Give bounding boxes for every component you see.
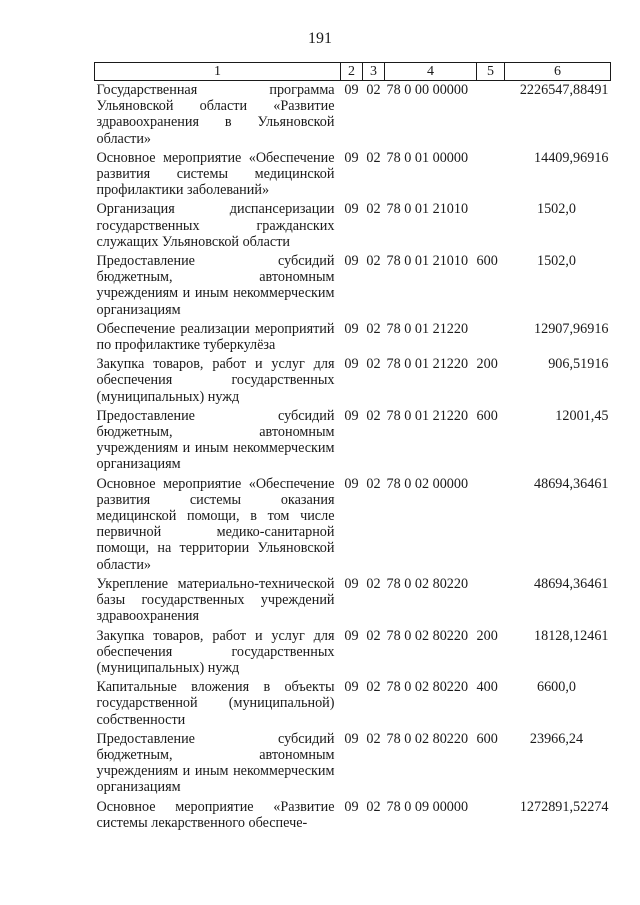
row-name: Организация диспансеризации государственных гражданских служащих Ульяновской области — [96, 201, 335, 250]
header-row — [95, 63, 611, 81]
header-col-1: 1 — [95, 63, 341, 81]
row-subsection: 02 — [366, 201, 381, 218]
row-expense-type — [477, 81, 505, 149]
row-amount: 1502,0 — [536, 201, 576, 218]
row-amount: 48694,36461 — [534, 575, 609, 592]
row-subsection: 02 — [366, 679, 381, 696]
row-name: Основное мероприятие «Обеспечение развития системы медицинской профилактики заболеваний» — [96, 149, 335, 199]
row-expense-type — [477, 200, 505, 252]
row-subsection: 02 — [366, 149, 381, 166]
row-section: 09 — [344, 149, 359, 166]
row-target-article: 78 0 09 00000 — [386, 798, 469, 815]
row-name: Предоставление субсидий бюджетным, автономным учреждениям и иным некоммерческим организациям — [96, 730, 335, 796]
row-section: 09 — [344, 253, 359, 270]
row-subsection: 02 — [366, 627, 381, 644]
row-target-article: 78 0 01 21220 — [386, 320, 469, 337]
row-section: 09 — [344, 798, 359, 815]
row-amount: 1272891,52274 — [519, 798, 609, 815]
row-name: Укрепление материально-технической базы государственных учреждений здравоохранения — [96, 575, 335, 625]
row-section: 09 — [344, 575, 359, 592]
row-amount: 906,51916 — [548, 356, 609, 373]
row-subsection: 02 — [366, 82, 381, 98]
table-row — [95, 678, 611, 730]
row-amount: 12001,45 — [555, 407, 609, 424]
row-amount: 6600,0 — [536, 679, 576, 696]
row-expense-type: 600 — [476, 730, 498, 747]
row-subsection: 02 — [366, 407, 381, 424]
row-name: Государственная программа Ульяновской области «Развитие здравоохранения в Ульяновской области» — [96, 82, 335, 147]
header-col-5: 5 — [477, 63, 505, 81]
row-section: 09 — [344, 475, 359, 492]
table-row — [95, 730, 611, 798]
table-row — [95, 627, 611, 679]
table-row — [95, 252, 611, 320]
row-section: 09 — [344, 320, 359, 337]
table-header — [95, 63, 611, 81]
row-subsection: 02 — [366, 798, 381, 815]
table-row — [95, 200, 611, 252]
row-expense-type — [477, 798, 505, 833]
row-expense-type — [477, 575, 505, 627]
row-subsection: 02 — [366, 575, 381, 592]
page-number: 191 — [308, 30, 332, 47]
table-row — [95, 81, 611, 149]
row-target-article: 78 0 01 21010 — [386, 201, 469, 218]
row-section: 09 — [344, 679, 359, 696]
row-amount: 48694,36461 — [534, 475, 609, 492]
row-expense-type: 400 — [476, 679, 498, 696]
header-col-6: 6 — [505, 63, 611, 81]
row-target-article: 78 0 02 80220 — [386, 627, 469, 644]
row-name: Основное мероприятие «Развитие системы лекарственного обеспече- — [96, 798, 335, 831]
row-amount: 12907,96916 — [534, 320, 609, 337]
table-body — [95, 81, 611, 833]
row-expense-type: 600 — [476, 407, 498, 424]
table-row — [95, 407, 611, 475]
row-section: 09 — [344, 627, 359, 644]
row-amount: 1502,0 — [536, 253, 576, 270]
header-col-3: 3 — [363, 63, 385, 81]
row-target-article: 78 0 02 80220 — [386, 575, 469, 592]
row-name: Закупка товаров, работ и услуг для обеспечения государственных (муниципальных) нужд — [96, 356, 335, 405]
budget-table — [94, 62, 611, 833]
row-subsection: 02 — [366, 475, 381, 492]
row-amount: 23966,24 — [529, 730, 584, 747]
table-row — [95, 149, 611, 201]
row-target-article: 78 0 01 21220 — [386, 407, 469, 424]
table-row — [95, 320, 611, 355]
row-expense-type: 200 — [476, 356, 498, 373]
row-target-article: 78 0 00 00000 — [386, 82, 469, 98]
row-name: Капитальные вложения в объекты государственной (муниципальной) собственности — [96, 679, 335, 728]
row-name: Обеспечение реализации мероприятий по профилактике туберкулёза — [96, 320, 335, 354]
row-subsection: 02 — [366, 320, 381, 337]
row-target-article: 78 0 02 80220 — [386, 730, 469, 747]
header-col-2: 2 — [341, 63, 363, 81]
row-target-article: 78 0 01 21010 — [386, 253, 469, 270]
row-expense-type — [477, 320, 505, 355]
row-amount: 18128,12461 — [534, 627, 609, 644]
row-section: 09 — [344, 201, 359, 218]
row-section: 09 — [344, 356, 359, 373]
row-target-article: 78 0 01 00000 — [386, 149, 469, 166]
row-expense-type: 200 — [476, 627, 498, 644]
table-row — [95, 355, 611, 407]
row-name: Основное мероприятие «Обеспечение развития системы оказания медицинской помощи, в том числе первичной медико-санитарной помощи, на территории Ульяновской области» — [96, 475, 335, 573]
table-row — [95, 475, 611, 575]
row-section: 09 — [344, 407, 359, 424]
row-expense-type — [477, 149, 505, 201]
row-name: Предоставление субсидий бюджетным, автономным учреждениям и иным некоммерческим организациям — [96, 253, 335, 318]
row-target-article: 78 0 01 21220 — [386, 356, 469, 373]
row-amount: 2226547,88491 — [519, 82, 609, 98]
row-expense-type — [477, 475, 505, 575]
row-section: 09 — [344, 82, 359, 98]
table-row — [95, 575, 611, 627]
row-name: Предоставление субсидий бюджетным, автономным учреждениям и иным некоммерческим организациям — [96, 407, 335, 473]
row-expense-type: 600 — [476, 253, 498, 270]
row-section: 09 — [344, 730, 359, 747]
row-subsection: 02 — [366, 356, 381, 373]
row-amount: 14409,96916 — [534, 149, 609, 166]
table-row — [95, 798, 611, 833]
row-name: Закупка товаров, работ и услуг для обеспечения государственных (муниципальных) нужд — [96, 627, 335, 676]
row-target-article: 78 0 02 80220 — [386, 679, 469, 696]
row-subsection: 02 — [366, 253, 381, 270]
row-target-article: 78 0 02 00000 — [386, 475, 469, 492]
row-subsection: 02 — [366, 730, 381, 747]
header-col-4: 4 — [385, 63, 477, 81]
